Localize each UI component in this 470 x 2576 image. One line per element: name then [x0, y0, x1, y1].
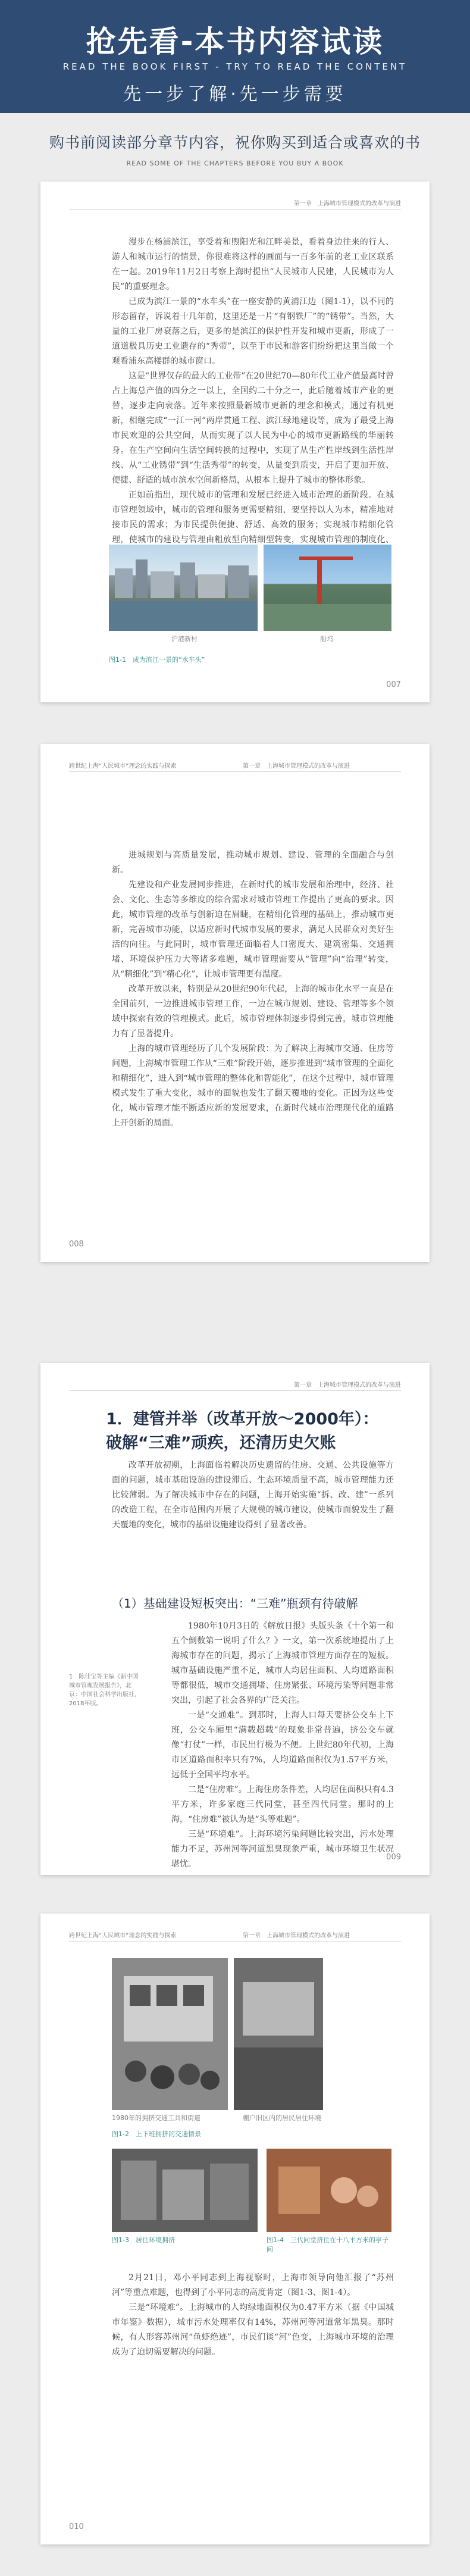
running-header-right: 第一章 上海城市管理模式的改革与演进	[243, 763, 350, 770]
book-page-008	[40, 744, 430, 1262]
paragraph: 先建设和产业发展同步推进，在新时代的城市发展和治理中，经济、社会、文化、生态等多维度的综合需求对城市管理工作提出了更高的要求。因此，城市管理的改革与创新迫在眉睫，在精细化管理的基础上，推动城市更新，完善城市功能，以适应新时代城市发展的要求，满足人民群众对美好生活的向往。与此同时，城市管理还面临着人口密度大、建筑密集、交通拥堵、环境保护压力大等诸多难题，城市管理需要从“管理”向“治理”转变，从“精细化”到“精心化”，让城市管理更有温度。	[112, 880, 394, 979]
intro-paragraph-block	[112, 1458, 394, 1533]
paragraph: 漫步在杨浦滨江，享受着和煦阳光和江畔美景，看着身边往来的行人、游人和城市运行的情景，你很难将这样的画面与一百多年前的老工业区联系在一起。2019年11月2日考察上海时提出“人民城市人民建，人民城市为人民”的重要理念。	[112, 237, 394, 292]
page-body	[171, 1619, 394, 1872]
figure-caption: 图1-1 成为滨江一景的“水车头”	[109, 656, 205, 664]
header-rule	[69, 209, 401, 210]
photo-traffic-caption: 1980年的拥挤交通工具和街道	[112, 2114, 200, 2122]
page-number: 010	[69, 2522, 84, 2531]
paragraph: 这是“世界仅存的最大的工业带”在20世纪70—80年代工业产值最高时曾占上海总产值的四分之一以上，全国约二十分之一，此后随着城市产业的更替，逐步走向衰落。近年来按照最新城市更新的理念和模式，通过有机更新，相继完成“一江一河”两岸贯通工程、滨江绿地建设等，成为了最受上海市民欢迎的公共空间，从而实现了以人民为中心的城市更新路线的华丽转身。在生产空间向生活空间转换的过程中，实现了从生产性岸线到生活性岸线、从“工业锈带”到“生活秀带”的转变，从量变到质变，开启了更加开放、便捷、舒适的城市滨水空间新格局，从根本上提升了城市的整体形象。	[112, 371, 394, 485]
paragraph: 进城规划与高质量发展，推动城市规划、建设、管理的全面融合与创新。	[112, 851, 394, 875]
paragraph: 正如前指出，现代城市的管理和发展已经进入城市治理的新阶段。在城市管理领域中，城市的管理和服务更需要精细，要坚持以人为本，精准地对接市民的需求；为市民提供便捷、舒适、高效的服务；实现城市精细化管理，使城市的建设与管理由粗放型向精细型转变，实现城市管理的制度化、	[112, 490, 394, 545]
paragraph: 二是“住房难”。上海住房条件差，人均居住面积只有4.3平方米，许多家庭三代同堂，甚至四代同堂。那时的上海，“住房难”被认为是“头等难题”。	[171, 1785, 394, 1824]
running-header: 第一章 上海城市管理模式的改革与演进	[294, 1382, 401, 1389]
page-number: 009	[386, 1853, 401, 1862]
paragraph: 1980年10月3日的《解放日报》头版头条《十个第一和五个倒数第一说明了什么？》一文，第一次系统地提出了上海城市存在的问题，揭示了上海城市管理方面存在的短板。城市基础设施严重不足，城市人均居住面积、人均道路面积等都很低，城市交通拥堵、住房紧张、环境污染等问题非常突出，引起了社会各界的广泛关注。	[171, 1621, 394, 1705]
photo-housing	[112, 2149, 258, 2232]
page-body	[112, 235, 394, 562]
figure-caption-room: 图1-4 三代同堂挤住在十八平方米的亭子间	[267, 2236, 388, 2253]
paragraph: 2月21日，邓小平同志到上海视察时，上海市领导向他汇报了“苏州河”等重点难题，也得到了小平同志的高度肯定（图1-3、图1-4）。	[112, 2273, 394, 2297]
chapter-heading: 1．建管并举（改革开放～2000年）：破解“三难”顽疾，还清历史欠账	[106, 1410, 379, 1452]
running-header-left: 跨世纪上海“人民城市”理念的实践与探索	[69, 763, 177, 770]
photo-left-label: 沪港新村	[171, 635, 198, 643]
paragraph: 三是“环境难”。上海城市的人均绿地面积仅为0.47平方米（据《中国城市年鉴》数据），城市污水处理率仅有14%，苏州河等河道常年黑臭。那时候，有人形容苏州河“鱼虾绝迹”，市民们谈“河”色变，上海城市环境的治理成为了迫切需要解决的问题。	[112, 2303, 394, 2357]
crowded-bus-illustration	[112, 1958, 228, 2110]
paragraph: 改革开放以来，特别是从20世纪90年代起，上海的城市化水平一直是在全国前列，一边推进城市管理工作，一边在城市规划、建设、管理等多个领域中探索有效的管理模式。此后，城市管理体制逐步得到完善，城市管理能力有了显著提升。	[112, 984, 394, 1039]
figure-caption: 图1-2 上下班拥挤的交通情景	[112, 2130, 201, 2138]
book-page-007	[40, 182, 430, 702]
photo-left	[109, 545, 258, 631]
page-number: 007	[386, 680, 401, 689]
banner-subtitle: READ THE BOOK FIRST - TRY TO READ THE CONTENT	[62, 61, 408, 72]
figure-caption-housing: 图1-3 居住环境拥挤	[112, 2236, 175, 2244]
photo-right-label: 船坞	[320, 635, 333, 643]
photo-traffic	[112, 1958, 228, 2110]
header-rule	[69, 1390, 401, 1391]
photo-shanty	[234, 1958, 323, 2110]
page-body	[112, 2271, 394, 2360]
photo-right	[264, 545, 391, 631]
intro	[0, 131, 470, 167]
running-header-right: 第一章 上海城市管理模式的改革与演进	[243, 1933, 350, 1939]
banner-title: 抢先看-本书内容试读	[86, 24, 384, 59]
crane-illustration	[264, 545, 391, 631]
bus-stop-illustration	[234, 1958, 323, 2110]
banner-slogan: 先一步了解·先一步需要	[123, 84, 347, 105]
photo-shanty-caption: 棚户旧区内的居民居住环境	[243, 2114, 321, 2122]
book-page-009	[40, 1363, 430, 1875]
header-rule	[69, 1941, 401, 1942]
banner	[0, 0, 470, 113]
header-rule	[69, 771, 401, 772]
page-body	[112, 848, 394, 1131]
page-number: 008	[69, 1240, 84, 1249]
book-page-010	[40, 1914, 430, 2544]
paragraph: 改革开放初期，上海面临着解决历史遗留的住房、交通、公共设施等方面的问题，城市基础设施的建设滞后、生态环境质量不高，城市管理能力还比较薄弱。为了解决城市中存在的问题，上海开始实施“拆、改、建”一系列的改造工程，在全市范围内开展了大规模的城市建设，使城市面貌发生了翻天覆地的变化，城市的基础设施建设得到了显著改善。	[112, 1461, 394, 1530]
paragraph: 上海的城市管理经历了几个发展阶段：为了解决上海城市交通、住房等问题，上海城市管理工作从“三难”阶段开始，逐步推进到“城市管理的全面化和精细化”，进入到“城市管理的整体化和智能化”，在这个过程中，城市管理模式发生了重大变化，城市的面貌也发生了翻天覆地的变化。正因为这些变化，城市管理才能不断适应新的发展要求，在新时代城市治理现代化的道路上开创新的局面。	[112, 1044, 394, 1128]
photo-room	[267, 2149, 391, 2232]
running-header: 第一章 上海城市管理模式的改革与演进	[294, 201, 401, 207]
paragraph: 一是“交通难”。到那时，上海人口每天要挤公交车上下班，公交车厢里“满载超载”的现象非常普遍，挤公交车就像“打仗”一样，市民出行极为不便。上世纪80年代初，上海市区道路面积率只有7%，人均道路面积仅为1.57平方米，远低于全国平均水平。	[171, 1711, 394, 1780]
intro-text-en: READ SOME OF THE CHAPTERS BEFORE YOU BUY A BOOK	[126, 160, 344, 167]
housing-illustration	[112, 2149, 258, 2232]
intro-text: 购书前阅读部分章节内容，祝你购买到适合或喜欢的书	[49, 134, 421, 151]
paragraph: 已成为滨江一景的“水车头”在一座安静的黄浦江边（图1-1），以不同的形态留存，诉说着十几年前，这里还是一片“有钢铁厂”的“锈带”。当然，大量的工业厂房衰落之后，更多的是滨江的保护性开发和城市更新，形成了一道道极具历史工业遗存的“秀带”，以至于市民和游客们纷纷把这里当做一个观看浦东高楼群的城市窗口。	[112, 297, 394, 366]
paragraph: 三是“环境难”。上海环境污染问题比较突出，污水处理能力不足，苏州河等河道黑臭现象严重，城市环境卫生状况堪忧。	[171, 1830, 394, 1869]
running-header-left: 跨世纪上海“人民城市”理念的实践与探索	[69, 1933, 177, 1939]
waterfront-illustration	[109, 545, 258, 631]
section-heading: （1）基础建设短板突出：“三难”瓶颈有待破解	[112, 1596, 358, 1611]
family-room-illustration	[267, 2149, 391, 2232]
footnote: 1 陈佳宝等主编《新中国城市管理发展报告》，北京：中国社会科学出版社，2018年版。	[69, 1674, 140, 1707]
